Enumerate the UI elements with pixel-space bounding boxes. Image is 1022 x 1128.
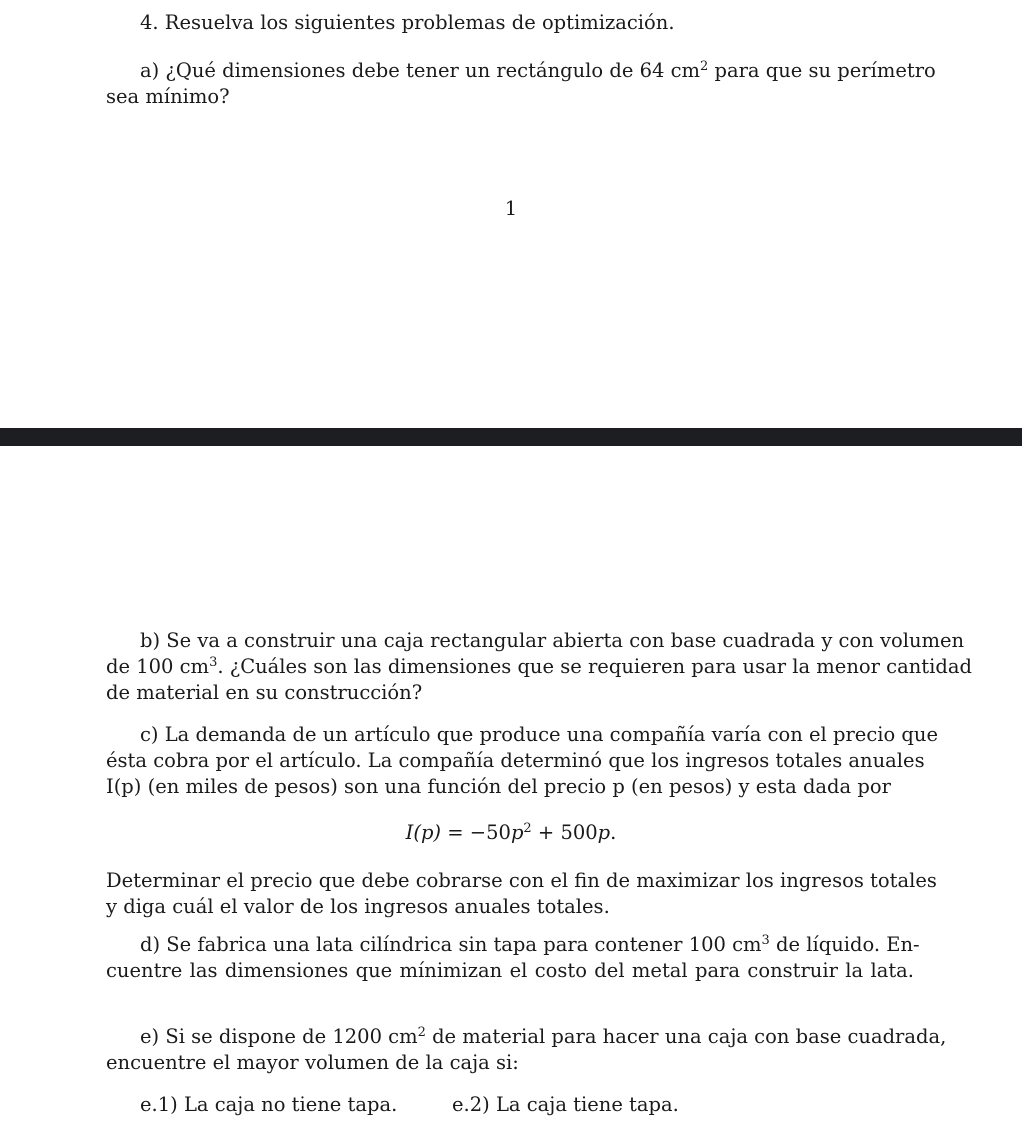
item-a-line-2: sea mínimo? xyxy=(106,85,230,108)
subitem-e1: e.1) La caja no tiene tapa. xyxy=(140,1093,398,1116)
subitem-e2: e.2) La caja tiene tapa. xyxy=(452,1093,679,1116)
document-page-1 xyxy=(0,0,1022,428)
item-d-line-1: d) Se fabrica una lata cilíndrica sin tapa para contener 100 $cm^3$ de líquido. En- xyxy=(140,933,920,956)
item-c-after-line-2: y diga cuál el valor de los ingresos anuales totales. xyxy=(106,895,610,918)
item-e-line-1: e) Si se dispone de 1200 $cm^2$ de material para hacer una caja con base cuadrada, xyxy=(140,1025,947,1048)
document-page-2 xyxy=(0,446,1022,1128)
revenue-equation: $I(p) = -50p^2 + 500p$. xyxy=(405,821,617,844)
item-e-subitems xyxy=(140,1092,679,1118)
item-c-conclusion xyxy=(106,868,937,920)
item-d-paragraph xyxy=(106,932,920,984)
item-c-after-line-1: Determinar el precio que debe cobrarse con el fin de maximizar los ingresos totales xyxy=(106,869,937,892)
item-b-line-1: b) Se va a construir una caja rectangular abierta con base cuadrada y con volumen xyxy=(140,629,965,652)
page-separator xyxy=(0,428,1022,446)
item-e-line-2: encuentre el mayor volumen de la caja si: xyxy=(106,1051,519,1074)
item-c-paragraph xyxy=(106,722,939,800)
item-b-line-3: de material en su construcción? xyxy=(106,681,423,704)
item-a-line-1: a) ¿Qué dimensiones debe tener un rectángulo de 64 $cm^2$ para que su perímetro xyxy=(140,59,936,82)
item-c-line-3: I(p) (en miles de pesos) son una función del precio p (en pesos) y esta dada por xyxy=(106,775,891,798)
item-c-line-1: c) La demanda de un artículo que produce una compañía varía con el precio que xyxy=(140,723,939,746)
item-e-paragraph xyxy=(106,1024,947,1076)
exercise-heading: 4. Resuelva los siguientes problemas de optimización. xyxy=(140,11,675,34)
item-d-line-2: cuentre las dimensiones que mínimizan el costo del metal para construir la lata. xyxy=(106,959,914,982)
item-c-line-2: ésta cobra por el artículo. La compañía determinó que los ingresos totales anuales xyxy=(106,749,925,772)
page-number: 1 xyxy=(504,197,518,220)
item-b-line-2: de 100 $cm^3$. ¿Cuáles son las dimensiones que se requieren para usar la menor cantidad xyxy=(106,655,972,678)
item-a-paragraph xyxy=(106,58,936,110)
item-b-paragraph xyxy=(106,628,972,706)
